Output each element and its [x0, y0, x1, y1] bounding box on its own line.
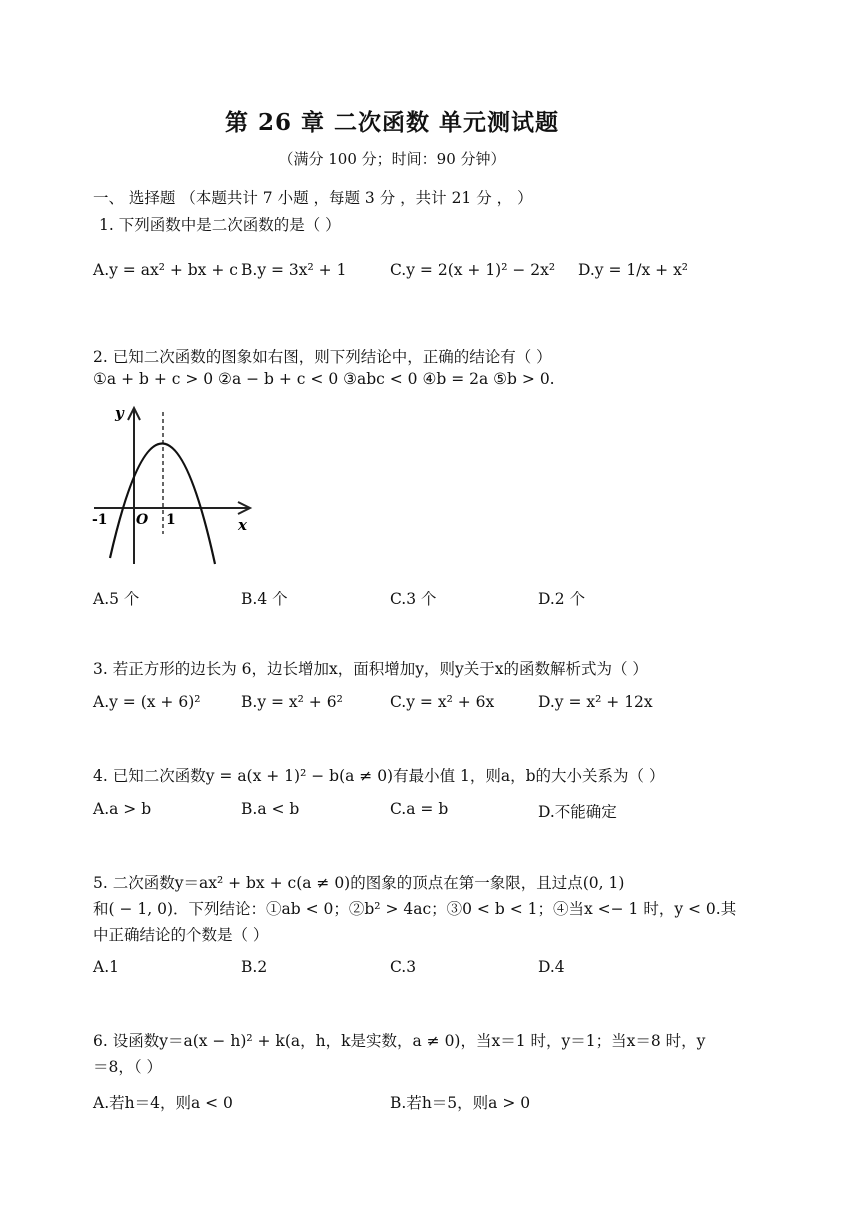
q5-option-a: A.1: [93, 958, 119, 976]
q1-option-b: B.y = 3x² + 1: [241, 261, 347, 279]
q2-option-a: A.5 个: [93, 590, 140, 608]
graph-x-label: x: [238, 516, 247, 534]
q2-option-b: B.4 个: [241, 590, 288, 608]
section-heading: 一、 选择题 （本题共计 7 小题 ，每题 3 分 ，共计 21 分 ， ）: [93, 189, 533, 207]
graph-y-label: y: [115, 404, 124, 422]
q2-option-d: D.2 个: [538, 590, 586, 608]
q1-stem: 1. 下列函数中是二次函数的是（ ）: [99, 216, 341, 234]
q4-option-b: B.a < b: [241, 800, 300, 818]
q1-option-c: C.y = 2(x + 1)² − 2x²: [390, 261, 556, 279]
q6-option-b: B.若h＝5，则a > 0: [390, 1094, 531, 1112]
q5-option-c: C.3: [390, 958, 417, 976]
q3-stem: 3. 若正方形的边长为 6，边长增加x，面积增加y，则y关于x的函数解析式为（ ）: [93, 660, 648, 678]
q3-option-a: A.y = (x + 6)²: [93, 693, 201, 711]
q3-option-b: B.y = x² + 6²: [241, 693, 343, 711]
q2-items: ①a + b + c > 0 ②a − b + c < 0 ③abc < 0 ④b = 2a ⑤b > 0.: [93, 370, 555, 388]
q1-option-d: D.y = 1/x + x²: [578, 261, 689, 279]
q5-stem-line1: 5. 二次函数y＝ax² + bx + c(a ≠ 0)的图象的顶点在第一象限，且过点(0, 1): [93, 874, 625, 892]
graph-one-label: 1: [166, 512, 176, 528]
q2-option-c: C.3 个: [390, 590, 437, 608]
q2-stem: 2. 已知二次函数的图象如右图，则下列结论中，正确的结论有（ ）: [93, 348, 552, 366]
q4-option-c: C.a = b: [390, 800, 449, 818]
q5-option-b: B.2: [241, 958, 268, 976]
q6-option-a: A.若h＝4，则a < 0: [93, 1094, 233, 1112]
graph-origin-label: O: [136, 512, 149, 528]
q5-option-d: D.4: [538, 958, 565, 976]
graph-minus-one-label: -1: [92, 512, 108, 528]
q1-option-a: A.y = ax² + bx + c: [93, 261, 238, 279]
q3-option-c: C.y = x² + 6x: [390, 693, 495, 711]
q3-option-d: D.y = x² + 12x: [538, 693, 653, 711]
q5-stem-line2: 和( − 1, 0)．下列结论：①ab < 0；②b² > 4ac；③0 < b < 1；④当x <− 1 时，y < 0.其: [93, 900, 737, 918]
page-subtitle: （满分 100 分；时间：90 分钟）: [278, 150, 506, 168]
q4-option-d: D.不能确定: [538, 803, 617, 821]
q4-option-a: A.a > b: [93, 800, 152, 818]
q5-stem-line3: 中正确结论的个数是（ ）: [93, 926, 269, 944]
q2-parabola-graph: [88, 398, 268, 568]
page-title: 第 26 章 二次函数 单元测试题: [224, 109, 560, 136]
q4-stem: 4. 已知二次函数y = a(x + 1)² − b(a ≠ 0)有最小值 1，则a，b的大小关系为（ ）: [93, 767, 665, 785]
q6-stem-line1: 6. 设函数y＝a(x − h)² + k(a，h，k是实数，a ≠ 0)，当x＝1 时，y＝1；当x＝8 时，y: [93, 1032, 706, 1050]
q6-stem-line2: ＝8，（ ）: [93, 1058, 163, 1076]
